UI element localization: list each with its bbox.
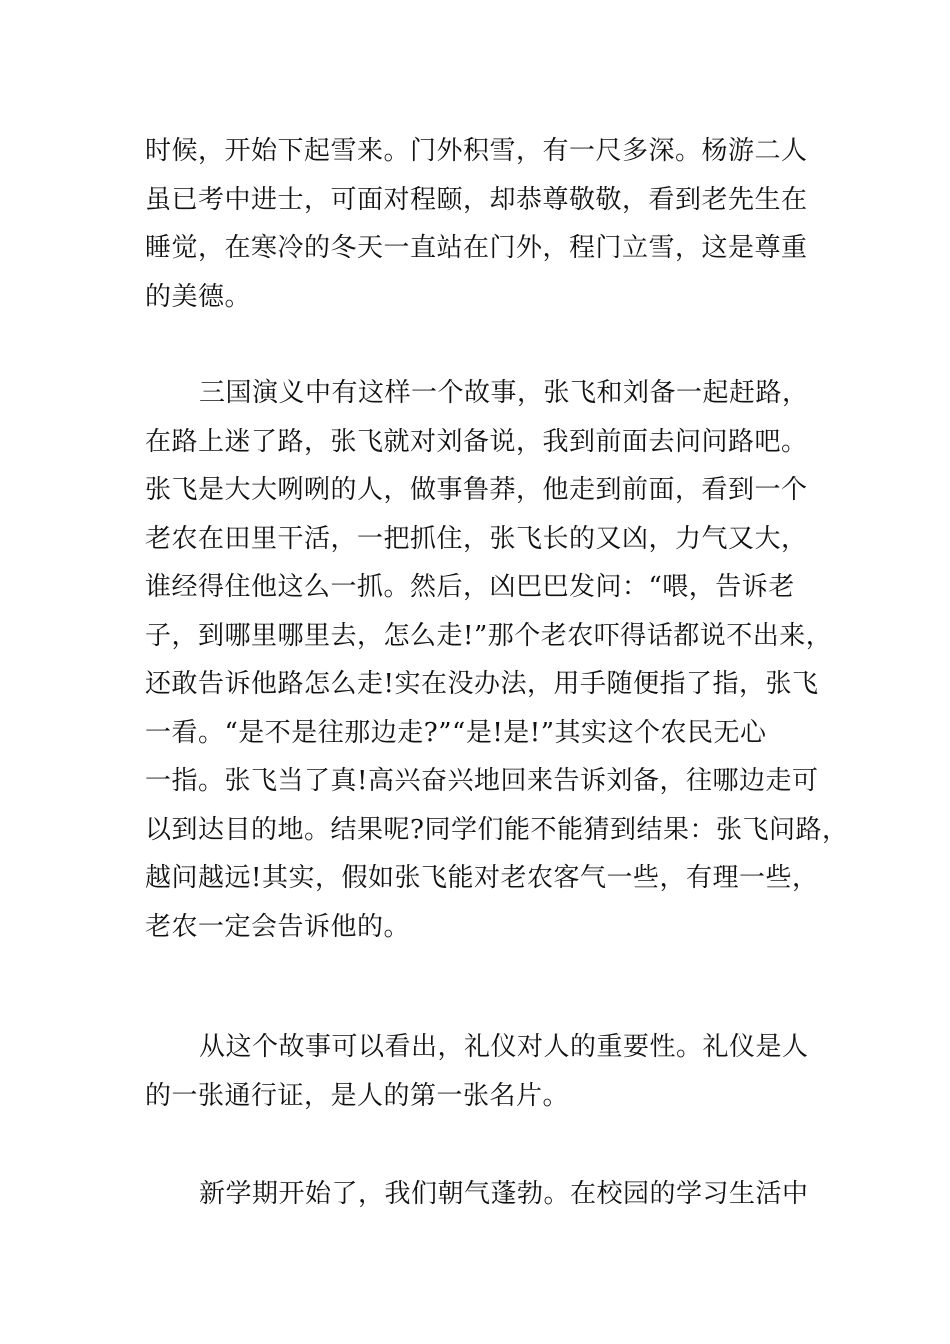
text-line: 以到达目的地。结果呢?同学们能不能猜到结果：张飞问路，: [145, 814, 849, 845]
text-line: 越问越远!其实，假如张飞能对老农客气一些，有理一些，: [145, 863, 819, 893]
text-line: 子，到哪里哪里去，怎么走!”那个老农吓得话都说不出来，: [145, 620, 833, 651]
paragraph-etiquette-importance: [145, 1023, 825, 1120]
text-line: 还敢告诉他路怎么走!实在没办法，用手随便指了指，张飞: [145, 669, 819, 699]
text-line: 的一张通行证，是人的第一张名片。: [145, 1080, 570, 1111]
text-line: 三国演义中有这样一个故事，张飞和刘备一起赶路，: [199, 378, 809, 408]
paragraph-snow-story-ending: [145, 127, 825, 321]
text-line: 一指。张飞当了真!高兴奋兴地回来告诉刘备，往哪边走可: [145, 766, 819, 796]
text-line: 睡觉，在寒冷的冬天一直站在门外，程门立雪，这是尊重: [145, 233, 808, 263]
text-line: 虽已考中进士，可面对程颐，却恭尊敬敬，看到老先生在: [145, 184, 808, 215]
text-line: 谁经得住他这么一抓。然后，凶巴巴发问：“喂，告诉老: [145, 572, 795, 602]
text-line: 从这个故事可以看出，礼仪对人的重要性。礼仪是人: [199, 1032, 809, 1062]
text-line: 在路上迷了路，张飞就对刘备说，我到前面去问问路吧。: [145, 426, 808, 457]
text-line: 张飞是大大咧咧的人，做事鲁莽，他走到前面，看到一个: [145, 475, 808, 505]
text-line: 一看。“是不是往那边走?”“是!是!”其实这个农民无心: [145, 717, 767, 748]
paragraph-zhang-fei-story: [145, 369, 849, 951]
paragraph-new-semester: [145, 1170, 825, 1219]
text-line: 新学期开始了，我们朝气蓬勃。在校园的学习生活中: [199, 1179, 809, 1209]
text-line: 老农在田里干活，一把抓住，张飞长的又凶，力气又大，: [145, 523, 808, 554]
text-line: 时候，开始下起雪来。门外积雪，有一尺多深。杨游二人: [145, 136, 808, 166]
text-line: 老农一定会告诉他的。: [145, 911, 411, 942]
text-line: 的美德。: [145, 281, 252, 312]
